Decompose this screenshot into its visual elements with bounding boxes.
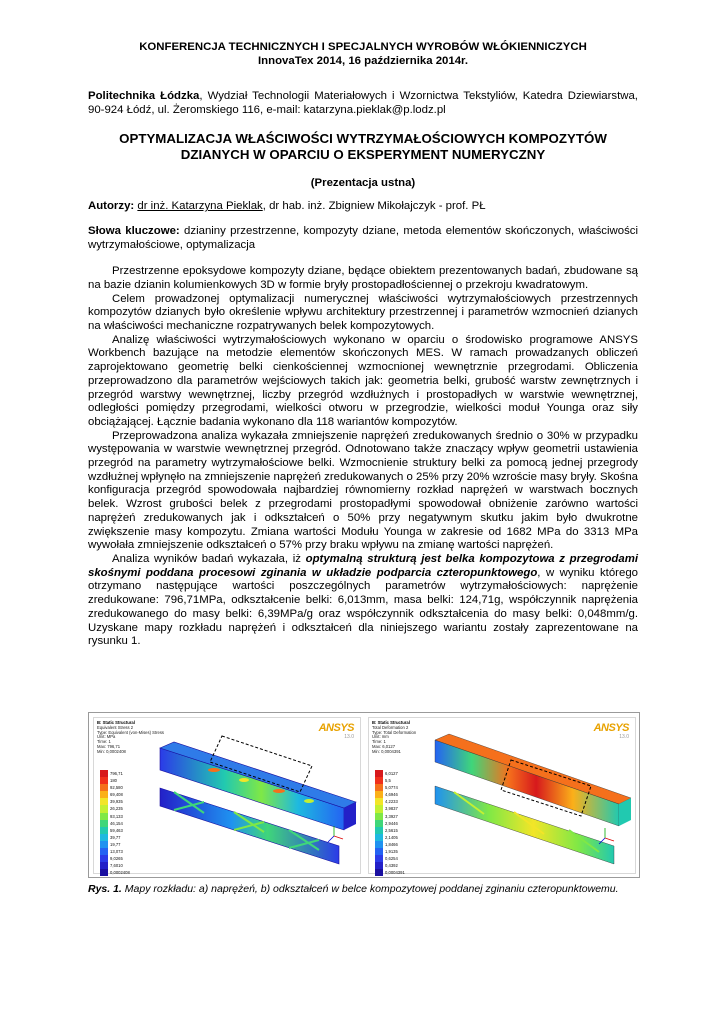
- deformation-legend-row: [375, 820, 425, 827]
- deformation-analysis-title: B: Static Structural: [372, 720, 410, 725]
- stress-legend-swatch: [100, 841, 108, 848]
- deformation-legend-swatch: [375, 798, 383, 805]
- deformation-legend-row: [375, 855, 425, 862]
- paragraph-5-emphasis: optymalną strukturą jest belka kompozytowa z przegrodami skośnymi poddana procesowi zginania w układzie podparcia czteropunktowego: [88, 552, 639, 579]
- deformation-legend-label: 3,3927: [385, 813, 398, 819]
- stress-legend-row: [100, 855, 150, 862]
- paragraph-3: Analizę właściwości wytrzymałościowych wykonano w oparciu o środowisko programowe ANSYS Workbench bazujące na metodzie elementów skończonych MES. W ramach prowadzanych obliczeń zaprojektowano geometrię belki cienkościennej wzmocnionej wewnętrznie przegrodami. Obliczenia przeprowadzono dla parametrów wejściowych takich jak: geometria belki, grubość warstw zewnętrznych i przegród warstwy wewnętrznej, liczby przegród wzdłużnych i prostopadłych w warstwie wewnętrznej, odległości pomiędzy przegrodami, wielkości otworu w przegrodzie, wielkości moduł Younga oraz siły obciążającej. Łącznie badania wykonano dla 118 wariantów kompozytów.: [88, 333, 638, 428]
- deformation-legend-label: 2,5615: [385, 827, 398, 833]
- stress-legend-row: [100, 791, 150, 798]
- stress-legend-label: 796,71: [110, 771, 123, 776]
- stress-legend-label: 69,408: [110, 792, 123, 798]
- keywords: [88, 225, 638, 252]
- deformation-legend-swatch: [375, 862, 383, 869]
- figure-1: [88, 712, 640, 878]
- stress-legend-row: [100, 862, 150, 869]
- stress-legend-row: [100, 834, 150, 841]
- paper-title-line1: OPTYMALIZACJA WŁAŚCIWOŚCI WYTRZYMAŁOŚCIOWYCH KOMPOZYTÓW: [119, 131, 607, 147]
- abstract-body: [88, 265, 638, 649]
- stress-legend-label: 39,77: [110, 834, 121, 840]
- deformation-map-panel: [368, 717, 636, 874]
- affiliation: [88, 90, 638, 117]
- stress-legend-swatch: [100, 834, 108, 841]
- ansys-version: 13.0: [619, 734, 629, 740]
- stress-legend-row: [100, 805, 150, 812]
- deformation-legend-row: [375, 848, 425, 855]
- deformation-legend-label: 1,9135: [385, 849, 398, 855]
- deformation-legend-row: [375, 813, 425, 820]
- page-content: [88, 40, 638, 649]
- stress-legend-label: 46,154: [110, 820, 123, 826]
- deformation-legend-label: 0,6254: [385, 856, 398, 862]
- figure-caption: [88, 883, 638, 896]
- deformation-legend-row: [375, 770, 425, 777]
- stress-legend-swatch: [100, 791, 108, 798]
- deformation-legend-swatch: [375, 820, 383, 827]
- stress-legend-swatch: [100, 869, 108, 876]
- stress-legend-swatch: [100, 770, 108, 777]
- deformation-legend-label: 4,2233: [385, 799, 398, 805]
- ansys-logo: ANSYS: [318, 722, 354, 734]
- stress-legend-row: [100, 848, 150, 855]
- keywords-label: Słowa kluczowe:: [88, 224, 180, 237]
- deformation-legend-swatch: [375, 834, 383, 841]
- author-primary: dr inż. Katarzyna Pieklak: [137, 200, 263, 213]
- stress-legend-label: 26,235: [110, 806, 123, 812]
- stress-legend-swatch: [100, 820, 108, 827]
- university-name: Politechnika Łódzka: [88, 90, 200, 102]
- authors-rest: , dr hab. inż. Zbigniew Mikołajczyk - prof. PŁ: [262, 200, 486, 213]
- affiliation-details: , Wydział Technologii Materiałowych i Wzornictwa Tekstyliów, Katedra Dziewiarstwa, 90-924 Łódź, ul. Żeromskiego 116, e-mail: katarzyna.pieklak@p.lodz.pl: [88, 90, 638, 116]
- deformation-legend-label: 2,1405: [385, 834, 398, 840]
- deformation-legend: [375, 770, 425, 876]
- paper-title: [88, 131, 638, 162]
- stress-legend-label: 0,0002408: [110, 870, 130, 876]
- stress-legend-swatch: [100, 805, 108, 812]
- stress-map-panel: [93, 717, 361, 874]
- stress-legend-swatch: [100, 777, 108, 784]
- stress-legend-label: 92,580: [110, 785, 123, 791]
- keywords-text: dzianiny przestrzenne, kompozyty dziane, metoda elementów skończonych, właściwości wytrzymałościowe, optymalizacja: [88, 224, 639, 251]
- stress-legend-label: 13,073: [110, 849, 123, 855]
- ansys-version: 13.0: [344, 734, 354, 740]
- deformation-legend-label: 4,6946: [385, 792, 398, 798]
- deformation-legend-row: [375, 791, 425, 798]
- conference-date: InnovaTex 2014, 16 października 2014r.: [258, 55, 468, 67]
- deformation-legend-swatch: [375, 813, 383, 820]
- deformation-legend-row: [375, 834, 425, 841]
- deformation-legend-label: 5,0774: [385, 785, 398, 791]
- deformation-legend-swatch: [375, 848, 383, 855]
- conference-name: KONFERENCJA TECHNICZNYCH I SPECJALNYCH WYROBÓW WŁÓKIENNICZYCH: [139, 41, 587, 53]
- stress-legend-swatch: [100, 784, 108, 791]
- deformation-legend-row: [375, 869, 425, 876]
- deformation-legend-label: 0,4392: [385, 863, 398, 869]
- deformation-legend-label: 6,0127: [385, 771, 398, 776]
- stress-analysis-details: Equivalent Stress 2 Type: Equivalent (von-Mises) Stress Unit: MPa Time: 1 Max: 796,71 Min: 0,0002408: [97, 724, 165, 754]
- deformation-legend-row: [375, 798, 425, 805]
- stress-metadata: [97, 721, 164, 755]
- paragraph-2: Celem prowadzonej optymalizacji numerycznej właściwości wytrzymałościowych przestrzennych kompozytów dzianych było określenie wpływu architektury przestrzennej i parametrów wzmocnień dzianych na właściwości mechaniczne rozpatrywanych belek kompozytowych.: [88, 292, 638, 333]
- ansys-logo: ANSYS: [593, 722, 629, 734]
- deformation-legend-swatch: [375, 770, 383, 777]
- stress-legend-row: [100, 813, 150, 820]
- stress-legend-swatch: [100, 862, 108, 869]
- deformation-legend-label: 3,9837: [385, 806, 398, 812]
- axis-triad-b: [599, 828, 614, 844]
- deformation-legend-label: 2,9446: [385, 820, 398, 826]
- deformation-legend-swatch: [375, 777, 383, 784]
- deformation-legend-row: [375, 777, 425, 784]
- deformation-legend-swatch: [375, 791, 383, 798]
- deformation-legend-swatch: [375, 855, 383, 862]
- stress-analysis-title: B: Static Structural: [97, 720, 135, 725]
- paper-title-line2: DZIANYCH W OPARCIU O EKSPERYMENT NUMERYCZNY: [180, 146, 546, 162]
- deformation-legend-label: 5,5: [385, 778, 391, 784]
- stress-legend-label: 180: [110, 778, 117, 784]
- deformation-legend-row: [375, 827, 425, 834]
- paragraph-4: Przeprowadzona analiza wykazała zmniejszenie naprężeń zredukowanych średnio o 30% w przypadku występowania w warstwie wewnętrznej przegród. Odnotowano także znaczący wpływ geometrii ustawienia przegród na parametry wytrzymałościowe belki. Wzmocnienie struktury belki za pomocą jednej przegrody wzdłużnej wpłynęło na zmniejszenie naprężeń zredukowanych o 25% przy 20% wzroście masy bryły. Skośna konfiguracja przegród spowodowała najbardziej równomierny rozkład naprężeń w warstwach bocznych belek. Wzrost grubości belek z przegrodami prostopadłymi spowodował obniżenie zarówno wartości naprężeń zredukowanych jak i odkształceń o 50% przy negatywnym skutku jakim było dwukrotne zwiększenie masy kompozytu. Zmiana wartości Modułu Younga w zakresie od 1682 MPa do 3313 MPa wywołała zmniejszenie odkształceń o 57% przy braku wpływu na zmianę wartości naprężeń.: [88, 429, 638, 552]
- deformation-legend-label: 0,0004391: [385, 870, 405, 876]
- deformation-legend-swatch: [375, 784, 383, 791]
- paragraph-5-end: , w wyniku którego otrzymano następujące wartości poszczególnych parametrów wytrzymałościowych: naprężenie zredukowane: 796,71MPa, odkształcenie belki: 6,013mm, masa belki: 124,71g, współczynnik naprężenia zredukowanego do masy belki: 6,39MPa/g oraz współczynnik odkształcenia do masy belki: 0,048mm/g. Uzyskane mapy rozkładu naprężeń i odkształceń dla niniejszego wariantu zostały zaprezentowane na rysunku 1.: [88, 566, 638, 648]
- deformation-legend-label: 1,8466: [385, 841, 398, 847]
- stress-legend-label: 9,0265: [110, 856, 123, 862]
- deformation-legend-swatch: [375, 869, 383, 876]
- deformation-legend-swatch: [375, 827, 383, 834]
- authors-label: Autorzy:: [88, 200, 135, 213]
- stress-legend-row: [100, 777, 150, 784]
- deformation-legend-row: [375, 784, 425, 791]
- stress-legend-label: 93,133: [110, 813, 123, 819]
- caption-text: Mapy rozkładu: a) naprężeń, b) odkształceń w belce kompozytowej poddanej zginaniu czteropunktowemu.: [121, 883, 619, 895]
- stress-legend-swatch: [100, 813, 108, 820]
- caption-label: Rys. 1.: [88, 883, 122, 895]
- deformation-legend-row: [375, 862, 425, 869]
- stress-legend-row: [100, 798, 150, 805]
- stress-legend-label: 59,463: [110, 827, 123, 833]
- stress-legend-row: [100, 784, 150, 791]
- stress-legend-label: 7,6010: [110, 863, 123, 869]
- conference-header: [88, 40, 638, 68]
- deformation-analysis-details: Total Deformation 2 Type: Total Deformation Unit: mm Time: 1 Max: 6,0127 Min: 0,0004391: [372, 724, 417, 754]
- stress-legend-row: [100, 869, 150, 876]
- deformation-legend-row: [375, 841, 425, 848]
- stress-legend-label: 19,77: [110, 841, 121, 847]
- stress-legend-swatch: [100, 827, 108, 834]
- stress-legend-row: [100, 770, 150, 777]
- presentation-type: (Prezentacja ustna): [310, 177, 416, 190]
- paragraph-5: [88, 553, 638, 649]
- stress-beam-upper: [160, 742, 356, 830]
- stress-legend-row: [100, 827, 150, 834]
- authors: [88, 200, 638, 214]
- deformation-metadata: [372, 721, 416, 755]
- paragraph-1: Przestrzenne epoksydowe kompozyty dziane, będące obiektem prezentowanych badań, zbudowane są na bazie dzianin kolumienkowych 3D w formie bryły prostopadłościennej o przekroju kwadratowym.: [88, 265, 638, 291]
- stress-legend-row: [100, 841, 150, 848]
- stress-legend-row: [100, 820, 150, 827]
- stress-legend-swatch: [100, 848, 108, 855]
- stress-legend-swatch: [100, 798, 108, 805]
- stress-legend-label: 39,935: [110, 799, 123, 805]
- stress-legend: [100, 770, 150, 876]
- stress-legend-swatch: [100, 855, 108, 862]
- deformation-legend-row: [375, 805, 425, 812]
- paragraph-5-start: Analiza wyników badań wykazała, iż: [112, 552, 306, 565]
- deformation-legend-swatch: [375, 805, 383, 812]
- deformation-legend-swatch: [375, 841, 383, 848]
